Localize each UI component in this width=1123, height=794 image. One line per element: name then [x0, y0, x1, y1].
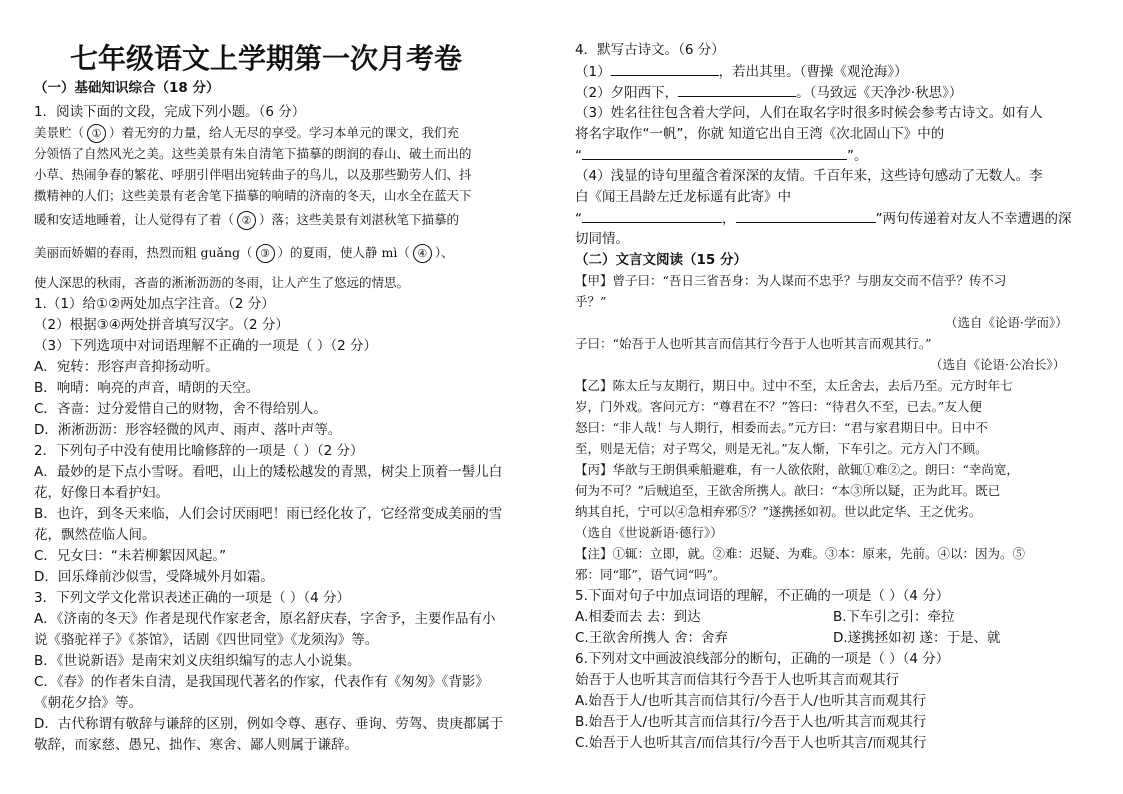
left-text-line	[34, 714, 503, 734]
line-text: 白《闻王昌龄左迁龙标遥有此寄》中	[575, 189, 791, 205]
line-text: A．最妙的是下点小雪呀。看吧，山上的矮松越发的青黑，树尖上顶着一髻儿白	[34, 464, 503, 480]
left-text-line	[34, 525, 156, 545]
line-text: ）着无穷的力量，给人无尽的享受。学习本单元的课文，我们充	[109, 125, 460, 140]
line-text: ”两句传递着对友人不幸遭遇的深	[875, 211, 1072, 227]
line-text: 美景贮（	[34, 125, 85, 140]
left-text-line	[34, 273, 409, 293]
left-text-line	[34, 483, 169, 503]
left-text-line	[34, 546, 226, 566]
line-text: C．《春》的作者朱自清，是我国现代著名的作家，代表作有《匆匆》《背影》	[34, 674, 489, 690]
right-text-line	[575, 481, 1000, 501]
line-text: 邪：同“耶”，语气词“吗”。	[575, 567, 726, 582]
line-text: （2）夕阳西下，	[575, 85, 679, 101]
left-text-line	[34, 672, 489, 692]
right-text-line	[575, 292, 606, 312]
line-text-second-column: B.下车引之引：牵拉	[833, 609, 955, 625]
left-text-line	[34, 165, 472, 185]
circled-number-marker: ①	[87, 124, 106, 143]
line-text: ”。	[847, 148, 868, 164]
left-text-line	[34, 735, 358, 755]
left-text-line	[34, 567, 274, 587]
left-text-line	[34, 102, 305, 122]
line-text: B．也许，到冬天来临，人们会讨厌雨吧！雨已经化妆了，它经常变成美丽的雪	[34, 506, 503, 522]
line-text: ，	[722, 211, 736, 227]
line-text: 小草、热闹争春的繁花、呼朋引伴唱出宛转曲子的鸟儿，以及那些勤劳人们、抖	[34, 167, 472, 182]
line-text: 切同情。	[575, 231, 629, 247]
left-text-line	[34, 315, 289, 335]
right-text-line	[575, 733, 926, 753]
left-text-line	[34, 123, 459, 143]
left-text-line	[34, 588, 350, 608]
line-text: （选自《论语·学而》）	[945, 315, 1068, 330]
right-text-line	[575, 565, 726, 585]
right-text-line	[575, 460, 1019, 480]
line-text: 6.下列对文中画波浪线部分的断句，正确的一项是（ ）（4 分）	[575, 651, 950, 667]
right-text-line	[575, 124, 944, 144]
line-text: 【注】①辄：立即，就。②难：迟疑、为难。③本：原来，先前。④以：因为。⑤	[575, 546, 1026, 561]
page-title: 七年级语文上学期第一次月考卷	[70, 42, 463, 75]
line-text: 使人深思的秋雨，吝啬的淅淅沥沥的冬雨，让人产生了悠远的情思。	[34, 275, 410, 290]
line-text: 【甲】曾子曰：“吾日三省吾身：为人谋而不忠乎？与朋友交而不信乎？传不习	[575, 273, 1007, 288]
line-text: 岁，门外戏。客问元方：“尊君在不？”答曰：“待君久不至，已去。”友人便	[575, 399, 982, 414]
line-text: 美丽而娇媚的春雨，热烈而粗 guǎng（	[34, 245, 253, 260]
right-text-line	[575, 670, 899, 690]
line-text: 乎？”	[575, 294, 607, 309]
line-text: ）、	[434, 245, 454, 260]
answer-blank[interactable]	[678, 82, 796, 97]
line-text: 花，飘然莅临人间。	[34, 527, 156, 543]
line-text: A.始吾于人/也听其言而信其行/今吾于人/也听其言而观其行	[575, 693, 926, 709]
right-text-line	[575, 271, 1006, 291]
line-text: 《朝花夕拾》等。	[34, 695, 142, 711]
line-text: （2）根据③④两处拼音填写汉字。（2 分）	[34, 317, 289, 333]
left-text-line	[34, 186, 472, 206]
left-text-line	[34, 294, 275, 314]
left-text-line	[34, 693, 142, 713]
right-text-line	[575, 187, 791, 207]
right-text-line	[575, 40, 725, 60]
answer-blank[interactable]	[611, 61, 719, 76]
right-text-line	[575, 712, 926, 732]
right-text-line	[575, 103, 1043, 123]
line-text: ）的夏雨，使人静 mì（	[277, 245, 410, 260]
line-text: 说《骆驼祥子》《茶馆》，话剧《四世同堂》《龙须沟》等。	[34, 632, 379, 648]
line-text: 1．阅读下面的文段，完成下列小题。（6 分）	[34, 104, 306, 120]
right-text-line	[575, 439, 988, 459]
right-text-line	[930, 355, 1065, 375]
line-text: （选自《世说新语·德行》）	[575, 525, 723, 540]
answer-blank[interactable]	[582, 145, 847, 160]
right-text-line	[575, 586, 949, 606]
right-text-line	[575, 334, 932, 354]
right-text-line	[575, 418, 988, 438]
line-text: ，若出其里。（曹操《观沧海》）	[718, 64, 908, 80]
line-text: 何为不可？”后贼追至，王欲舍所携人。歆曰：“本③所以疑，正为此耳。既已	[575, 483, 1001, 498]
line-text: 4．默写古诗文。（6 分）	[575, 42, 725, 58]
line-text: （1）	[575, 64, 611, 80]
right-text-line	[575, 628, 1001, 648]
right-text-line	[575, 229, 629, 249]
line-text: “	[575, 211, 582, 227]
line-text: 1.（1）给①②两处加点字注音。（2 分）	[34, 296, 275, 312]
right-text-line	[575, 82, 962, 103]
line-text: 3．下列文学文化常识表述正确的一项是（ ）（4 分）	[34, 590, 351, 606]
line-text: 。（马致远《天净沙·秋思》）	[796, 85, 963, 101]
right-text-line	[945, 313, 1068, 333]
line-text: A．《济南的冬天》作者是现代作家老舍，原名舒庆春，字舍予，主要作品有小	[34, 611, 496, 627]
left-text-line	[34, 378, 259, 398]
left-text-line	[34, 441, 364, 461]
line-text: 分领悟了自然风光之美。这些美景有朱自清笔下描摹的朗润的春山、破土而出的	[34, 146, 472, 161]
line-text: C．兄女曰：“未若柳絮因风起。”	[34, 548, 227, 564]
left-text-line	[34, 144, 472, 164]
circled-number-marker: ③	[256, 244, 275, 263]
answer-blank[interactable]	[582, 208, 722, 223]
left-text-line	[34, 78, 220, 98]
line-text: D．回乐烽前沙似雪，受降城外月如霜。	[34, 569, 274, 585]
line-text: 至，则是无信；对子骂父，则是无礼。”友人惭，下车引之。元方入门不顾。	[575, 441, 988, 456]
line-text: 2．下列句子中没有使用比喻修辞的一项是（ ）（2 分）	[34, 443, 364, 459]
right-text-line	[575, 376, 1013, 396]
line-text-second-column: D.遂携拯如初 遂：于是、就	[833, 630, 1001, 646]
right-text-line	[575, 397, 982, 417]
left-text-line	[34, 243, 454, 263]
right-text-line	[575, 691, 926, 711]
line-text: B.始吾于人/也听其言而信其行/今吾于人也/听其言而观其行	[575, 714, 927, 730]
left-text-line	[34, 504, 502, 524]
line-text: ）落；这些美景有刘湛秋笔下描摹的	[259, 212, 460, 227]
circled-number-marker: ④	[413, 244, 432, 263]
line-text: （4）浅显的诗句里蕴含着深深的友情。千百年来，这些诗句感动了无数人。李	[575, 168, 1043, 184]
circled-number-marker: ②	[237, 211, 256, 230]
line-text: 【丙】华歆与王朗俱乘船避难，有一人欲依附，歆辄①难②之。朗曰：“幸尚宽，	[575, 462, 1019, 477]
line-text: 花，好像日本看护妇。	[34, 485, 169, 501]
line-text: （一）基础知识综合（18 分）	[34, 80, 220, 96]
line-text: D．古代称谓有敬辞与谦辞的区别，例如令尊、惠存、垂询、劳驾、贵庚都属于	[34, 716, 504, 732]
line-text: 始吾于人也听其言而信其行今吾于人也听其言而观其行	[575, 672, 899, 688]
line-text: A．宛转：形容声音抑扬动听。	[34, 359, 219, 375]
line-text: C.始吾于人也听其言/而信其行/今吾于人也听其言/而观其行	[575, 735, 927, 751]
left-text-line	[34, 630, 378, 650]
line-text: （3）姓名往往包含着大学问，人们在取名字时很多时候会参考古诗文。如有人	[575, 105, 1043, 121]
line-text: A.相委而去 去：到达	[575, 609, 701, 625]
left-text-line	[34, 420, 341, 440]
line-text: C.王欲舍所携人 舍：舍弃	[575, 630, 729, 646]
line-text: 擞精神的人们；这些美景有老舍笔下描摹的响晴的济南的冬天，山水全在蓝天下	[34, 188, 472, 203]
right-text-line	[575, 544, 1025, 564]
left-text-line	[34, 336, 377, 356]
line-text: B．响晴：响亮的声音，晴朗的天空。	[34, 380, 260, 396]
line-text: 敬辞，而家慈、愚兄、拙作、寒舍、鄙人则属于谦辞。	[34, 737, 358, 753]
line-text: B．《世说新语》是南宋刘义庆组织编写的志人小说集。	[34, 653, 361, 669]
line-text: C．吝啬：过分爱惜自己的财物，舍不得给别人。	[34, 401, 327, 417]
right-text-line	[575, 61, 908, 82]
right-text-line	[575, 145, 868, 166]
right-text-line	[575, 607, 955, 627]
line-text: 【乙】陈太丘与友期行，期日中。过中不至，太丘舍去，去后乃至。元方时年七	[575, 378, 1013, 393]
line-text: 子曰：“始吾于人也听其言而信其行今吾于人也听其言而观其行。”	[575, 336, 932, 351]
line-text: “	[575, 148, 582, 164]
right-text-line	[575, 502, 981, 522]
line-text: （二）文言文阅读（15 分）	[575, 252, 747, 268]
line-text: 暖和安适地睡着，让人觉得有了着（	[34, 212, 235, 227]
left-text-line	[34, 357, 219, 377]
line-text: 怒曰：“非人哉！与人期行，相委而去。”元方曰：“君与家君期日中。日中不	[575, 420, 988, 435]
left-text-line	[34, 609, 495, 629]
right-text-line	[575, 523, 723, 543]
left-text-line	[34, 399, 327, 419]
right-text-line	[575, 250, 747, 270]
line-text: （3）下列选项中对词语理解不正确的一项是（ ）（2 分）	[34, 338, 378, 354]
line-text: D．淅淅沥沥：形容轻微的风声、雨声、落叶声等。	[34, 422, 342, 438]
line-text: 纳其自托，宁可以④急相弃邪⑤？”遂携拯如初。世以此定华、王之优劣。	[575, 504, 982, 519]
left-text-line	[34, 210, 459, 230]
line-text: 将名字取作“一帆”，你就 知道它出自王湾《次北固山下》中的	[575, 126, 945, 142]
right-text-line	[575, 208, 1072, 229]
line-text: 5.下面对句子中加点词语的理解，不正确的一项是（ ）（4 分）	[575, 588, 950, 604]
left-text-line	[34, 462, 502, 482]
left-text-line	[34, 651, 361, 671]
line-text: （选自《论语·公冶长》）	[930, 357, 1066, 372]
right-text-line	[575, 649, 949, 669]
answer-blank[interactable]	[736, 208, 876, 223]
right-text-line	[575, 166, 1043, 186]
